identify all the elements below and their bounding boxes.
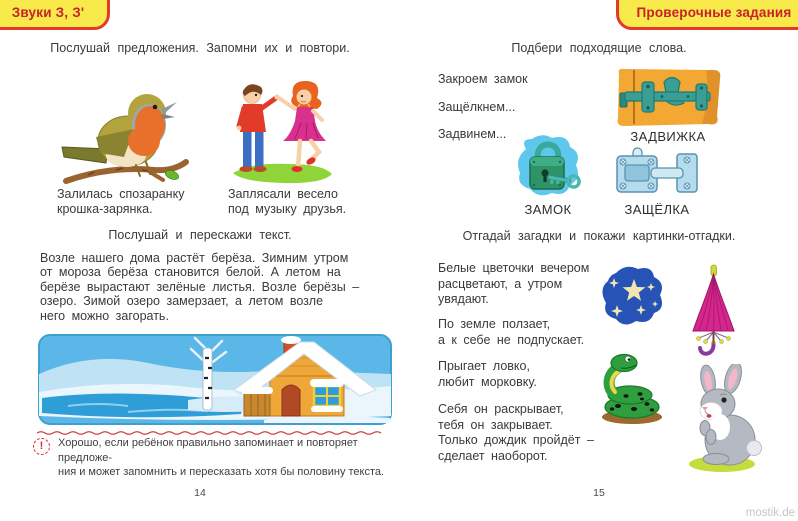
right-header-label: Проверочные задания — [636, 5, 792, 20]
riddle-1: Белые цветочки вечером расцветают, а утром увядают. — [438, 261, 590, 306]
riddle-2: По земле ползает, а к себе не подпускает. — [438, 317, 585, 347]
left-task-1: Послушай предложения. Запомни их и повтори. — [50, 41, 350, 55]
right-task-2: Отгадай загадки и покажи картинки-отгадки. — [462, 229, 736, 243]
snake-illustration — [592, 350, 674, 426]
red-squiggle-separator — [35, 429, 391, 436]
umbrella-illustration — [686, 264, 742, 360]
right-page-number: 15 — [593, 487, 605, 499]
riddle-4: Себя он раскрывает, тебя он закрывает. Только дождик пройдёт – сделает наоборот. — [438, 402, 594, 463]
rabbit-illustration — [678, 364, 764, 474]
riddle-3: Прыгает ловко, любит морковку. — [438, 359, 537, 389]
right-page-header — [616, 0, 798, 30]
word-lines: Закроем замок Защёлкнем... Задвинем... — [438, 72, 528, 141]
slide-latch-label: ЗАЩЁЛКА — [624, 202, 690, 217]
winter-scene-illustration — [38, 334, 392, 425]
bird-caption: Залилась спозаранку крошка-зарянка. — [57, 187, 185, 216]
padlock-illustration — [512, 131, 584, 201]
dance-caption: Заплясали весело под музыку друзья. — [228, 187, 347, 216]
left-header-label: Звуки З, З' — [11, 5, 85, 20]
robin-bird-illustration — [54, 83, 190, 190]
starry-night-illustration — [598, 263, 666, 331]
watermark: mostik.de — [745, 507, 795, 519]
dancing-children-illustration — [213, 76, 345, 190]
slide-latch-illustration — [613, 146, 701, 198]
left-page-number: 14 — [194, 487, 206, 499]
left-page-header — [0, 0, 110, 30]
door-bolt-label: ЗАДВИЖКА — [630, 129, 706, 144]
door-bolt-illustration — [612, 66, 724, 128]
right-task-1: Подбери подходящие слова. — [511, 41, 687, 55]
exclamation-note-icon: ! — [33, 438, 50, 455]
story-text: Возле нашего дома растёт берёза. Зимним утром от мороза берёза становится белой. А летом на берёзе вырастают зелёные листья. Возле берёзы – озеро. Зимой озеро замерзает, а летом возле него можно загорать. — [40, 251, 360, 323]
left-task-2: Послушай и перескажи текст. — [108, 228, 292, 242]
padlock-label: ЗАМОК — [524, 202, 572, 217]
parent-note: Хорошо, если ребёнок правильно запоминает и повторяет предложе- ния и может запомнить и пересказать хотя бы половину текста. — [58, 437, 385, 478]
